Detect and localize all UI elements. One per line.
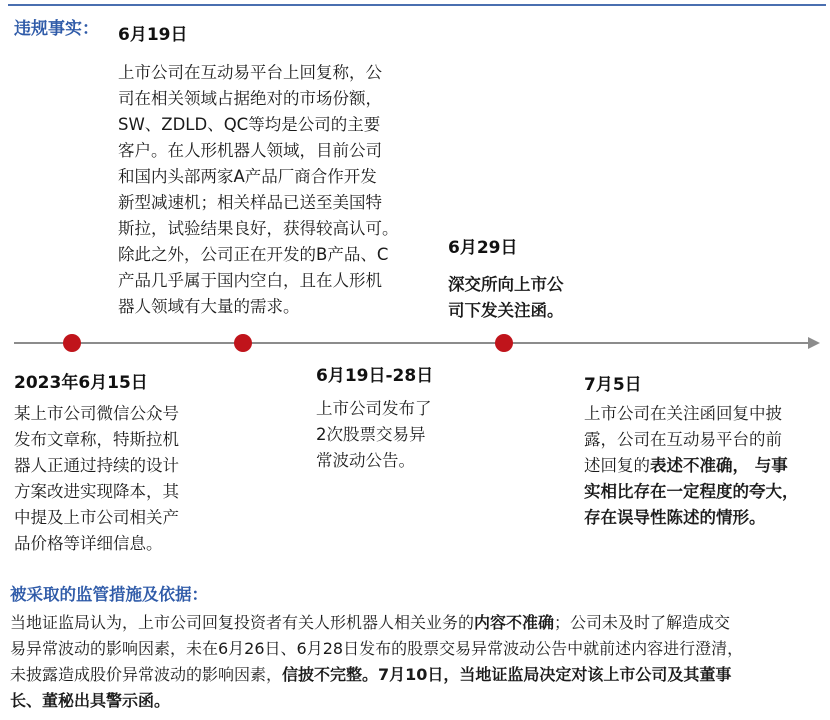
text-bold: 实相比存在一定程度的夸大， xyxy=(584,482,799,501)
text-line: 上市公司在关注函回复中披 xyxy=(584,404,782,423)
event-date-0619: 6月19日 xyxy=(118,25,188,45)
text-line: 品价格等详细信息。 xyxy=(14,534,163,553)
timeline-arrow-icon xyxy=(808,337,820,349)
violation-label: 违规事实： xyxy=(14,19,99,39)
text-line: 常波动公告。 xyxy=(316,451,415,470)
text-line: 和国内头部两家A产品厂商合作开发 xyxy=(118,167,377,186)
timeline-dot-0615 xyxy=(63,334,81,352)
text-line: 器人正通过持续的设计 xyxy=(14,456,179,475)
event-date-0619-28: 6月19日-28日 xyxy=(316,366,434,386)
event-text-0619-28 xyxy=(316,396,432,474)
text-line: 深交所向上市公 xyxy=(448,275,564,294)
text-line: 中提及上市公司相关产 xyxy=(14,508,179,527)
text-line: 发布文章称，特斯拉机 xyxy=(14,430,179,449)
text-bold: 内容不准确 xyxy=(474,613,555,632)
text-line: 器人领域有大量的需求。 xyxy=(118,297,300,316)
event-text-0705 xyxy=(584,401,799,531)
text-line xyxy=(584,479,799,505)
text-line: 某上市公司微信公众号 xyxy=(14,404,179,423)
event-date-0629: 6月29日 xyxy=(448,238,518,258)
measures-title: 被采取的监管措施及依据： xyxy=(10,585,208,604)
text-line: 露，公司在互动易平台的前 xyxy=(584,430,782,449)
text-line xyxy=(10,688,825,714)
text-line: 司下发关注函。 xyxy=(448,301,564,320)
text-bold: 表述不准确， 与事 xyxy=(650,456,788,475)
timeline-dot-0619 xyxy=(234,334,252,352)
text-line xyxy=(584,453,799,479)
text-line: SW、ZDLD、QC等均是公司的主要 xyxy=(118,115,381,134)
text-bold: 存在误导性陈述的情形。 xyxy=(584,508,766,527)
text-normal: 未披露造成股价异常波动的影响因素， xyxy=(10,665,283,684)
text-line: 产品几乎属于国内空白，且在人形机 xyxy=(118,271,382,290)
event-date-0705: 7月5日 xyxy=(584,375,642,395)
top-divider xyxy=(8,4,826,6)
text-line: 斯拉，试验结果良好，获得较高认可。 xyxy=(118,219,399,238)
text-line: 上市公司在互动易平台上回复称，公 xyxy=(118,63,382,82)
text-line: 2次股票交易异 xyxy=(316,425,426,444)
text-line: 易异常波动的影响因素，未在6月26日、6月28日发布的股票交易异常波动公告中就前述内容进行澄清， xyxy=(10,639,744,658)
text-normal: 述回复的 xyxy=(584,456,650,475)
event-text-0619 xyxy=(118,60,399,320)
text-line: 方案改进实现降本，其 xyxy=(14,482,179,501)
text-line: 客户。在人形机器人领域，目前公司 xyxy=(118,141,382,160)
text-normal: ；公司未及时了解造成交 xyxy=(554,613,731,632)
measures-text xyxy=(10,610,825,714)
text-line: 除此之外，公司正在开发的B产品、C xyxy=(118,245,389,264)
text-normal: 当地证监局认为，上市公司回复投资者有关人形机器人相关业务的 xyxy=(10,613,475,632)
text-bold: 信披不完整。7月10日，当地证监局决定对该上市公司及其董事 xyxy=(282,665,732,684)
text-bold: 长、董秘出具警示函。 xyxy=(10,691,171,710)
event-text-0615 xyxy=(14,401,179,557)
event-text-0629 xyxy=(448,272,564,324)
text-line: 司在相关领域占据绝对的市场份额， xyxy=(118,89,382,108)
timeline-dot-0629 xyxy=(495,334,513,352)
text-line: 新型减速机；相关样品已送至美国特 xyxy=(118,193,382,212)
text-line xyxy=(10,662,825,688)
event-date-0615: 2023年6月15日 xyxy=(14,373,148,393)
text-line xyxy=(10,610,825,636)
timeline-axis xyxy=(14,342,814,344)
text-line: 上市公司发布了 xyxy=(316,399,432,418)
text-line xyxy=(584,505,799,531)
